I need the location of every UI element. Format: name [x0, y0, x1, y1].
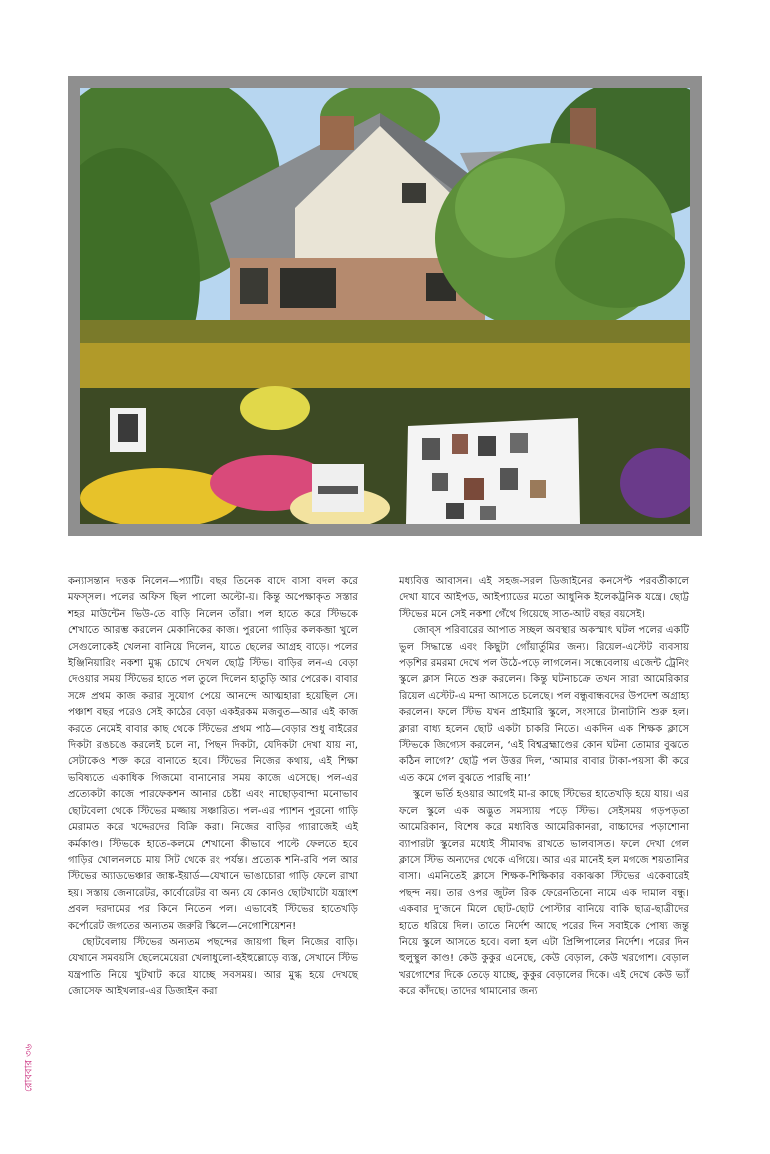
article-column-left — [68, 574, 358, 1001]
photo-illustration — [80, 88, 690, 524]
photo-frame — [68, 76, 702, 536]
article-column-right — [399, 574, 689, 1001]
paragraph: জোব্স পরিবারের আপাত সচ্ছল অবস্থার অকস্মাৎ ঘটল পলের একটি ভুল সিদ্ধান্তে এবং কিছুটা গোঁয়ার্তুমির জন্য। রিয়েল-এস্টেট ব্যবসায় পড়শির রমরমা দেখে পল উঠে-পড়ে লাগলেন। সন্ধেবেলায় এজেন্ট ট্রেনিং স্কুলে ক্লাস নিতে শুরু করলেন। কিন্তু ঘটনাচক্রে তখন সারা আমেরিকার রিয়েল এস্টেট-এ মন্দা আসতে চলেছে। পল বন্ধুবান্ধবদের উপদেশ অগ্রাহ্য করলেন। ফলে স্টিভ যখন প্রাইমারি স্কুলে, সংসারে টানাটানি শুরু হল। ক্লারা বাধ্য হলেন ছোট একটা চাকরি নিতে। একদিন এক শিক্ষক ক্লাসে স্টিভকে জিগ্যেস করলেন, ‘এই বিশ্বব্রহ্মাণ্ডের কোন ঘটনা তোমার বুঝতে কঠিন লাগে?’ ছোট্ট পল উত্তর দিল, ‘আমার বাবার টাকা-পয়সা কী করে এত কমে গেল বুঝতে পারছি না!’ — [399, 625, 689, 784]
paragraph: স্কুলে ভর্তি হওয়ার আগেই মা-র কাছে স্টিভের হাতেখড়ি হয়ে যায়। এর ফলে স্কুলে এক অদ্ভুত সমস্যায় পড়ে স্টিভ। সেইসময় গড়পড়তা আমেরিকান, বিশেষ করে মধ্যবিত্ত আমেরিকানরা, বাচ্চাদের পড়াশোনা ব্যাপারটা স্কুলের মধ্যেই সীমাবদ্ধ রাখতে ভালবাসত। ফলে দেখা গেল ক্লাসে স্টিভ অন্যদের থেকে এগিয়ে। আর এর মানেই হল মগজে শয়তানির বাসা। এমনিতেই ক্লাসে শিক্ষক-শিক্ষিকার বকাঝকা স্টিভের একেবারেই পছন্দ নয়। তার ওপর জুটল রিক ফেরেনতিনো নামে এক দামাল বন্ধু। একবার দু’জনে মিলে ছোট-ছোট পোস্টার বানিয়ে বাকি ছাত্র-ছাত্রীদের হাতে ধরিয়ে দিল। তাতে নির্দেশ আছে পরের দিন সবাইকে পোষ্য জন্তু নিয়ে স্কুলে আসতে হবে। বলা হল এটা প্রিন্সিপালের নির্দেশ। পরের দিন হুলুস্থুল কাণ্ড! কেউ কুকুর এনেছে, কেউ বেড়াল, কেউ খরগোশ। বেড়াল খরগোশের দিকে তেড়ে যাচ্ছে, কুকুর বেড়ালের দিকে। এই দেখে কেউ ভ্যাঁ করে কাঁদছে। তাদের থামানোর জন্য — [399, 789, 689, 998]
paragraph: মধ্যবিত্ত আবাসন। এই সহজ-সরল ডিজাইনের কনসেপ্ট পরবর্তীকালে দেখা যাবে আইপড, আইপ্যাডের মতো আধুনিক ইলেকট্রনিক যন্ত্রে। ছোট্ট স্টিভের মনে সেই নকশা গেঁথে গিয়েছে সাত-আট বছর বয়সেই। — [399, 576, 689, 620]
page-folio: রোববার ৩৬ — [23, 1043, 35, 1093]
paragraph: কন্যাসন্তান দত্তক নিলেন—প্যাটি। বছর তিনেক বাদে বাসা বদল করে মফস্সল। পলের অফিস ছিল পালো অল্টো-য়। কিন্তু অপেক্ষাকৃত সস্তার শহর মাউন্টেন ভিউ-তে বাড়ি নিলেন তাঁরা। পল হাতে করে স্টিভকে শেখাতে আরম্ভ করলেন মেকানিকের কাজ। পুরনো গাড়ির কলকব্জা খুলে সেগুলোকেই খেলনা বানিয়ে দিলেন, যাতে ছেলের আগ্রহ বাড়ে। পলের ইঞ্জিনিয়ারিং নকশা মুগ্ধ চোখে দেখল ছোট্ট স্টিভ। বাড়ির লন-এ বেড়া দেওয়ার সময় স্টিভের হাতে পল তুলে দিলেন হাতুড়ি আর পেরেক। বাবার সঙ্গে প্রথম কাজ করার সুযোগ পেয়ে আনন্দে আত্মহারা হয়েছিল সে। পঞ্চাশ বছর পরেও সেই কাঠের বেড়া একইরকম মজবুত—আর এই কাজ করতে নেমেই বাবার কাছ থেকে স্টিভের প্রথম পাঠ—বেড়ার শুধু বাইরের দিকটা রঙচঙে করলেই চলে না, পিছন দিকটা, যেদিকটা দেখা যায় না, সেটাকেও শক্ত করে বানাতে হবে। স্টিভের নিজের কথায়, এই শিক্ষা ভবিষ্যতে একাধিক গিজমো বানানোর সময় কাজে এসেছে। পল-এর প্রত্যেকটা কাজে পারফেকশন আনার চেষ্টা এবং নাছোড়বান্দা মনোভাব ছোটবেলা থেকে স্টিভের মজ্জায় সঞ্চারিত। পল-এর প্যাশন পুরনো গাড়ি মেরামত করে খদ্দেরদের বিক্রি করা। নিজের বাড়ির গ্যারাজেই এই কর্মকাণ্ড। স্টিভকে হাতে-কলমে শেখানো কীভাবে পাল্টে ফেলতে হবে গাড়ির খোলনলচে মায় সিট থেকে রং পর্যন্ত। প্রত্যেক শনি-রবি পল আর স্টিভের অ্যাডভেঞ্চার জাঙ্ক-ইয়ার্ড—যেখানে ভাঙাচোরা গাড়ি ফেলে রাখা হয়। সস্তায় জেনারেটর, কার্বোরেটর বা অন্য যে কোনও ছোটখাটো যন্ত্রাংশ প্রবল দরদামের পর কিনে নিতেন পল। এভাবেই স্টিভের হাতেখড়ি কর্পোরেট জগতের অন্যতম জরুরি স্কিলে—নেগোশিয়েশন! — [68, 576, 358, 932]
house-memorial-photo — [80, 88, 690, 524]
paragraph: ছোটবেলায় স্টিভের অন্যতম পছন্দের জায়গা ছিল নিজের বাড়ি। যেখানে সমবয়সি ছেলেমেয়েরা খেলাধুলো-হইহুল্লোড়ে ব্যস্ত, সেখানে স্টিভ যন্ত্রপাতি নিয়ে খুটখাট করে যাচ্ছে সবসময়। আর মুগ্ধ হয়ে দেখছে জোসেফ আইখলার-এর ডিজাইন করা — [68, 936, 358, 998]
